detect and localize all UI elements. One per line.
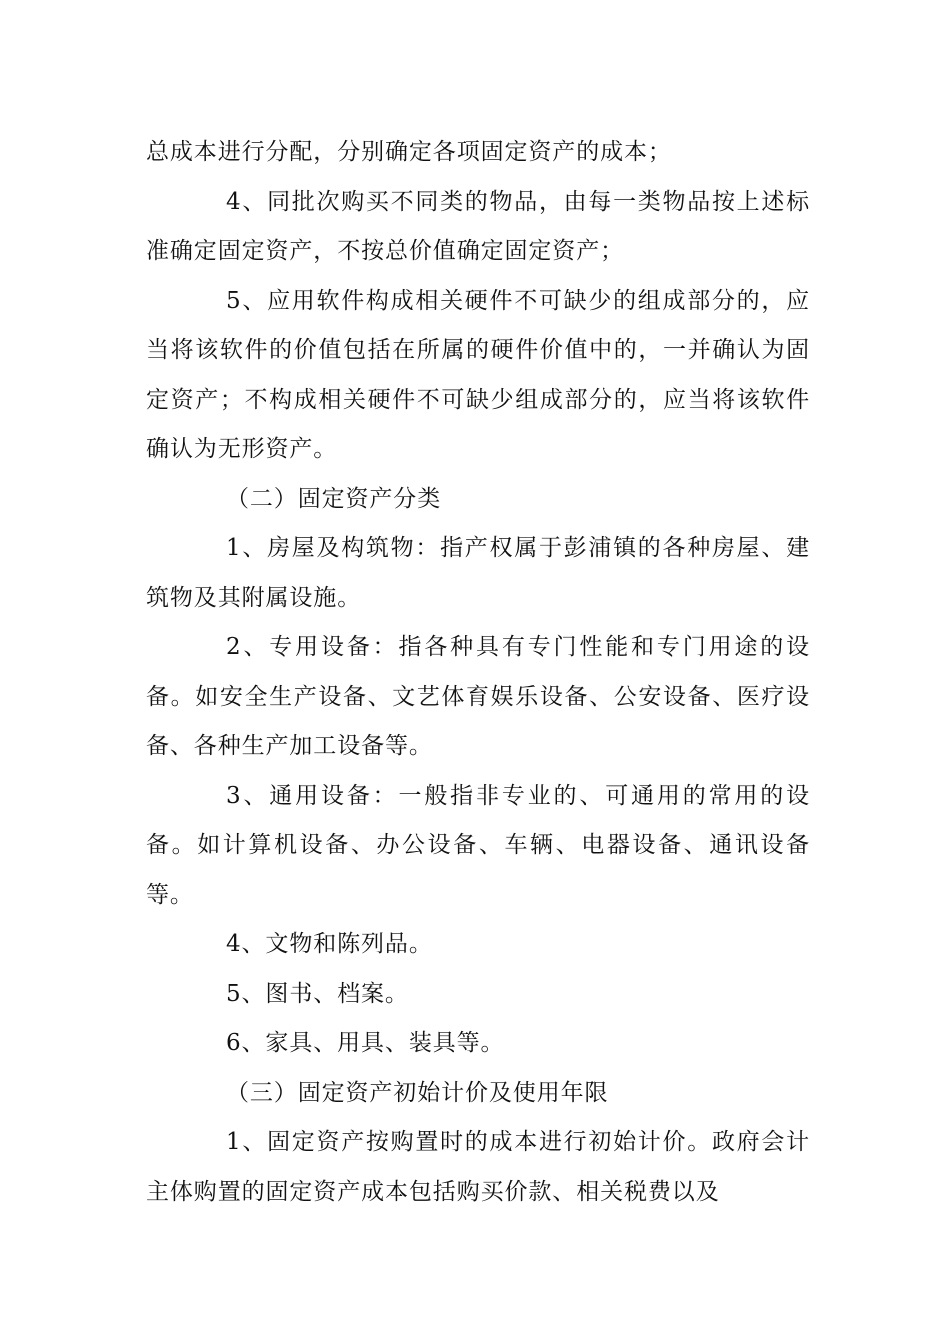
paragraph-class-2-special-equipment: 2、专用设备：指各种具有专门性能和专门用途的设备。如安全生产设备、文艺体育娱乐设备、公安设备、医疗设备、各种生产加工设备等。 — [146, 634, 810, 759]
paragraph-item-5-software: 5、应用软件构成相关硬件不可缺少的组成部分的，应当将该软件的价值包括在所属的硬件价值中的，一并确认为固定资产；不构成相关硬件不可缺少组成部分的，应当将该软件确认为无形资产。 — [146, 287, 810, 462]
paragraph-class-4-cultural-relics: 4、文物和陈列品。 — [226, 931, 433, 957]
section-heading-initial-valuation: （三）固定资产初始计价及使用年限 — [226, 1079, 609, 1106]
paragraph-item-4-batch-purchase: 4、同批次购买不同类的物品，由每一类物品按上述标准确定固定资产，不按总价值确定固定资产； — [146, 188, 810, 264]
paragraph-class-6-furniture: 6、家具、用具、装具等。 — [226, 1030, 505, 1056]
paragraph-valuation-1: 1、固定资产按购置时的成本进行初始计价。政府会计主体购置的固定资产成本包括购买价款、相关税费以及 — [146, 1129, 810, 1205]
document-page — [146, 128, 810, 1217]
paragraph-cost-allocation: 总成本进行分配，分别确定各项固定资产的成本； — [146, 139, 672, 165]
paragraph-class-1-buildings: 1、房屋及构筑物：指产权属于彭浦镇的各种房屋、建筑物及其附属设施。 — [146, 535, 810, 611]
paragraph-class-3-general-equipment: 3、通用设备：一般指非专业的、可通用的常用的设备。如计算机设备、办公设备、车辆、电器设备、通讯设备等。 — [146, 782, 810, 908]
section-heading-classification: （二）固定资产分类 — [226, 485, 442, 512]
paragraph-class-5-books-archives: 5、图书、档案。 — [226, 980, 409, 1007]
